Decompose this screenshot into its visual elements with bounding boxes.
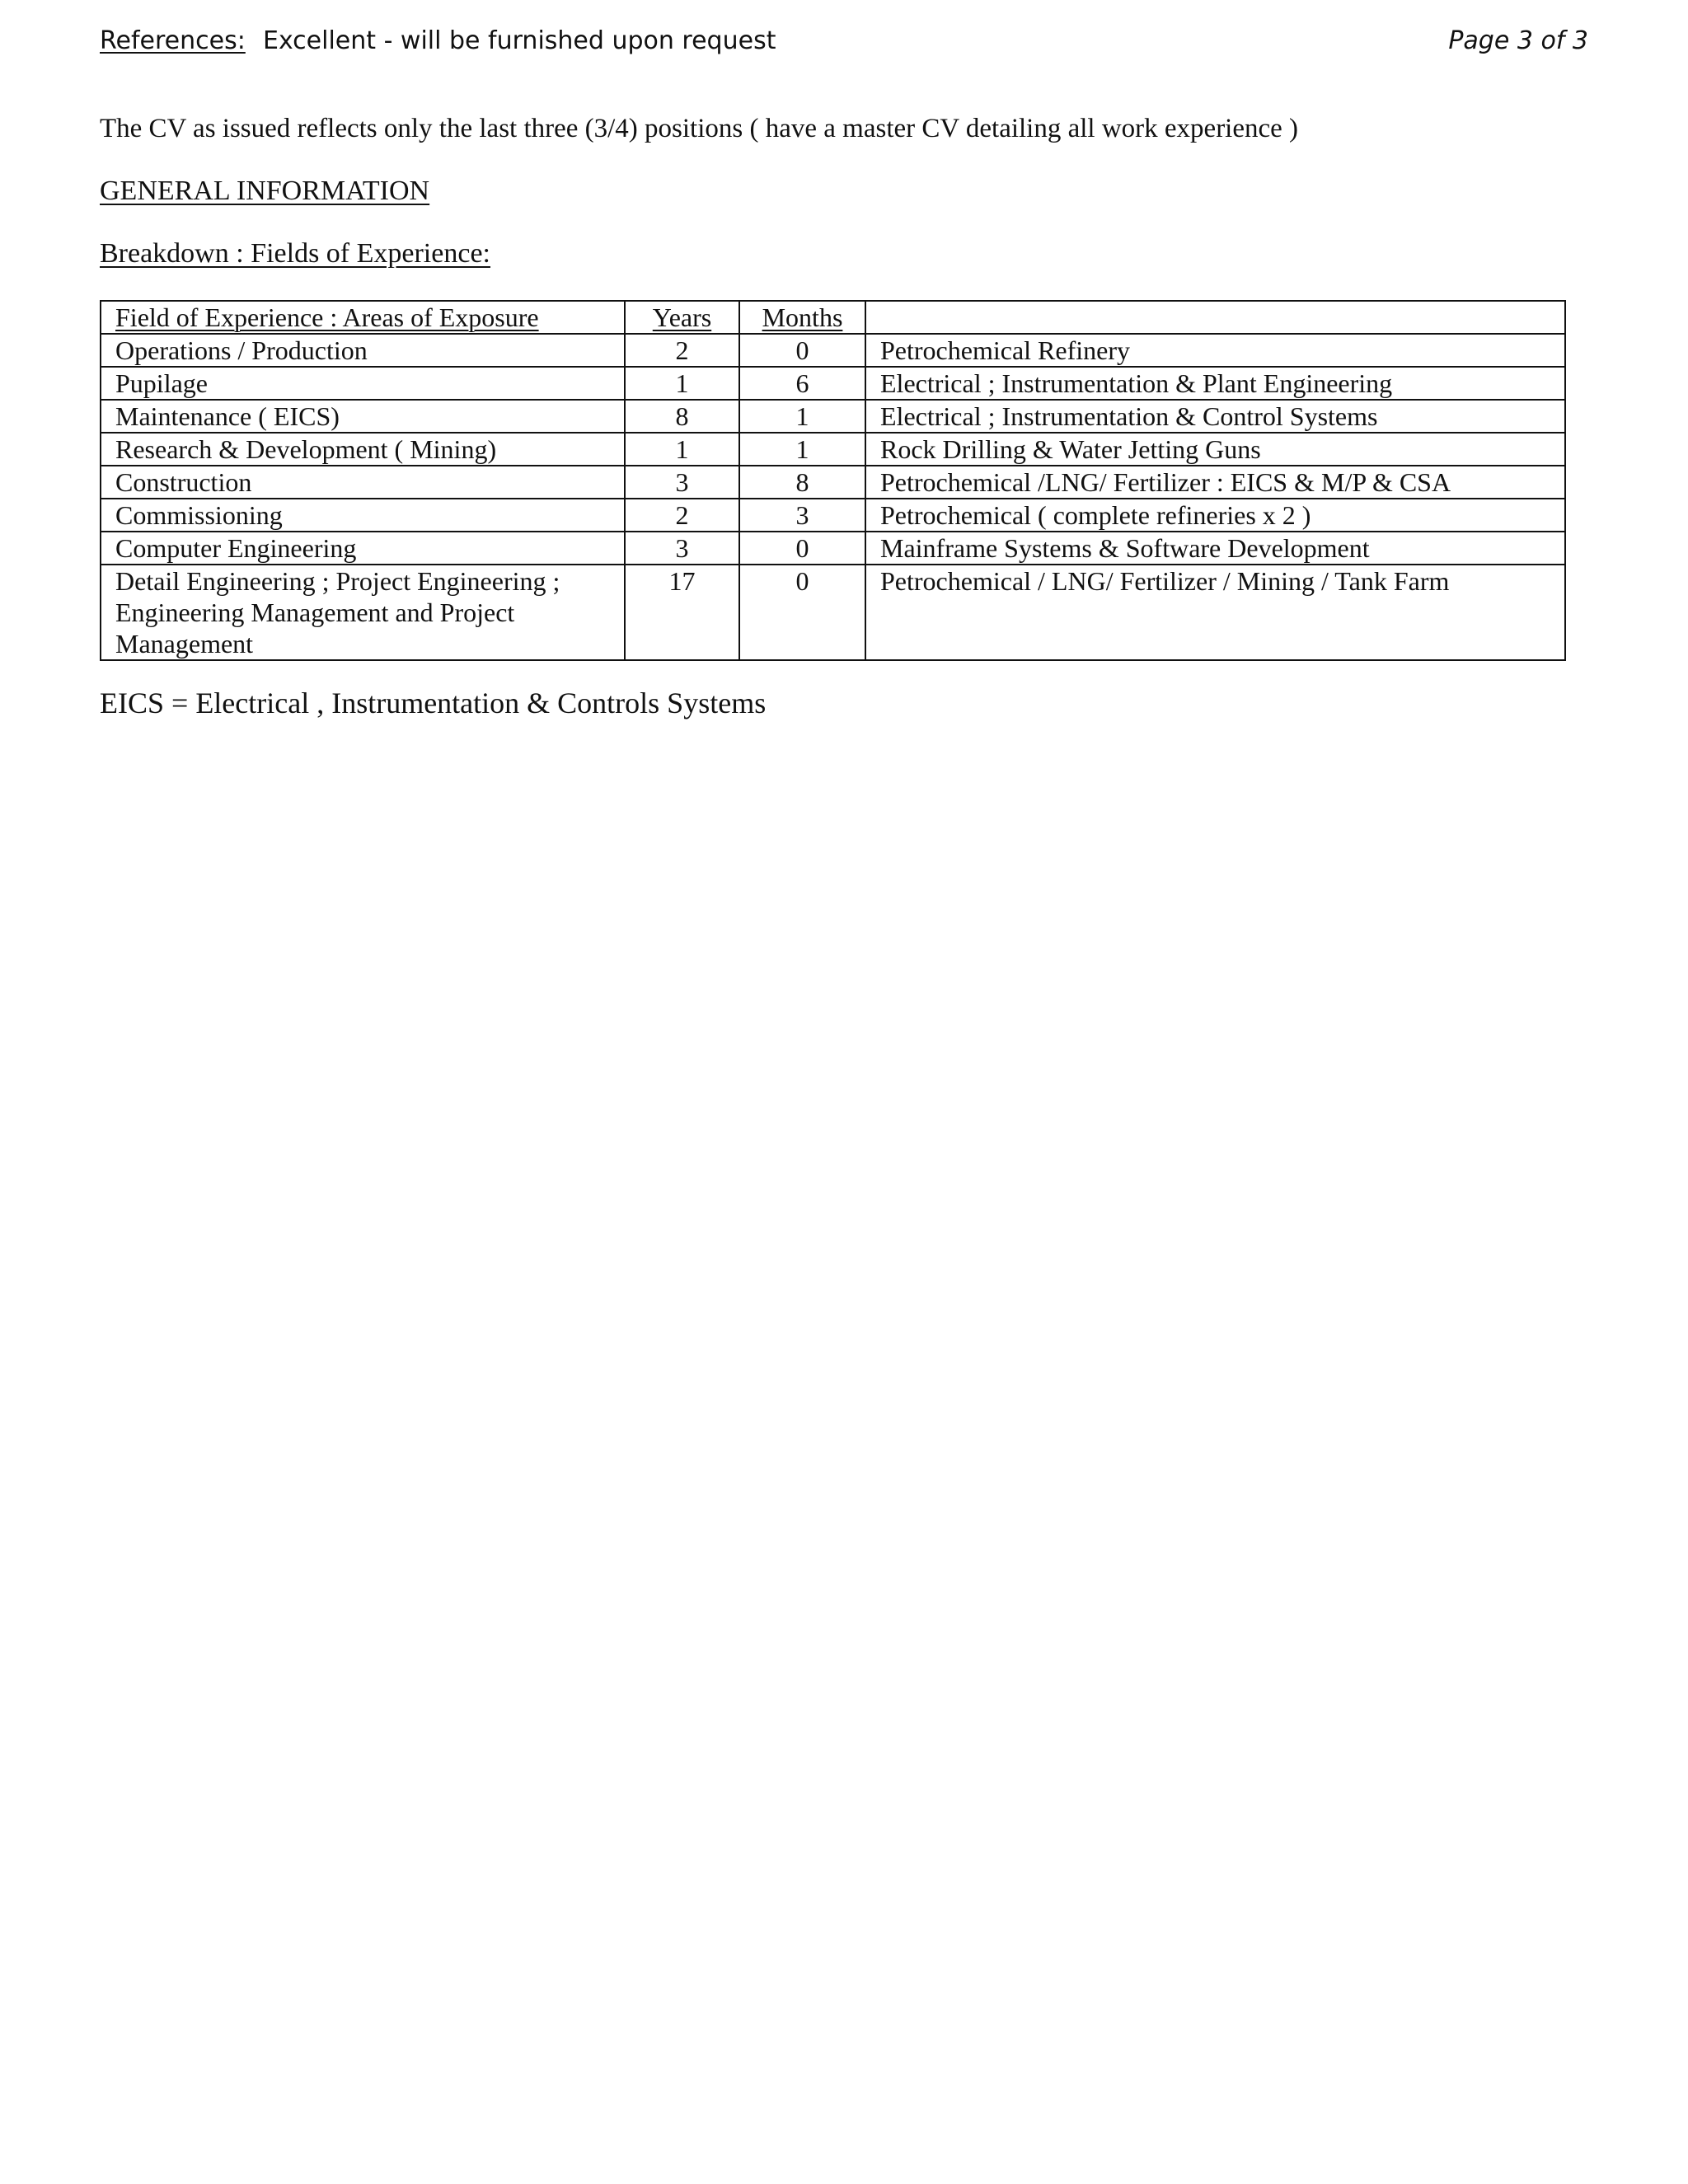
cell-years: 2 [625,499,739,532]
cell-months: 1 [739,400,865,433]
cell-years: 1 [625,433,739,466]
cell-years: 1 [625,367,739,400]
table-row [101,433,1565,466]
eics-footnote: EICS = Electrical , Instrumentation & Controls Systems [100,687,767,719]
cell-detail: Petrochemical Refinery [865,334,1565,367]
table-row [101,334,1565,367]
cell-months: 3 [739,499,865,532]
table-header-row [101,301,1565,334]
header-years: Years [625,301,739,334]
cell-detail: Petrochemical / LNG/ Fertilizer / Mining / Tank Farm [865,565,1565,660]
table-row [101,565,1565,660]
cell-years: 17 [625,565,739,660]
cell-years: 8 [625,400,739,433]
cell-field: Operations / Production [101,334,625,367]
cell-field: Construction [101,466,625,499]
cell-months: 0 [739,334,865,367]
experience-table [100,300,1566,661]
section-heading: GENERAL INFORMATION [100,176,430,206]
cell-field: Pupilage [101,367,625,400]
table-row [101,466,1565,499]
table-row [101,400,1565,433]
cell-field: Maintenance ( EICS) [101,400,625,433]
cell-detail: Electrical ; Instrumentation & Control Systems [865,400,1565,433]
references-value: Excellent - will be furnished upon request [263,26,776,55]
cell-detail: Petrochemical /LNG/ Fertilizer : EICS & M/P & CSA [865,466,1565,499]
cell-months: 6 [739,367,865,400]
cell-years: 3 [625,466,739,499]
cell-months: 0 [739,565,865,660]
cell-detail: Rock Drilling & Water Jetting Guns [865,433,1565,466]
cell-field: Research & Development ( Mining) [101,433,625,466]
cell-years: 3 [625,532,739,565]
references-label: References: [100,26,246,55]
intro-text: The CV as issued reflects only the last three (3/4) positions ( have a master CV detailing all work experience ) [100,114,1299,143]
table-row [101,499,1565,532]
cell-field: Computer Engineering [101,532,625,565]
cell-field: Commissioning [101,499,625,532]
cell-months: 8 [739,466,865,499]
table-row [101,367,1565,400]
subsection-heading: Breakdown : Fields of Experience: [100,238,490,269]
cell-months: 0 [739,532,865,565]
header-field: Field of Experience : Areas of Exposure [101,301,625,334]
cell-detail: Petrochemical ( complete refineries x 2 ) [865,499,1565,532]
page-header [100,23,1588,59]
page-number: Page 3 of 3 [1448,26,1588,55]
cell-field: Detail Engineering ; Project Engineering ; Engineering Management and Project Management [101,565,625,660]
header-months: Months [739,301,865,334]
table-row [101,532,1565,565]
cell-months: 1 [739,433,865,466]
cell-detail: Electrical ; Instrumentation & Plant Engineering [865,367,1565,400]
cell-detail: Mainframe Systems & Software Development [865,532,1565,565]
cell-years: 2 [625,334,739,367]
header-detail [865,301,1565,334]
